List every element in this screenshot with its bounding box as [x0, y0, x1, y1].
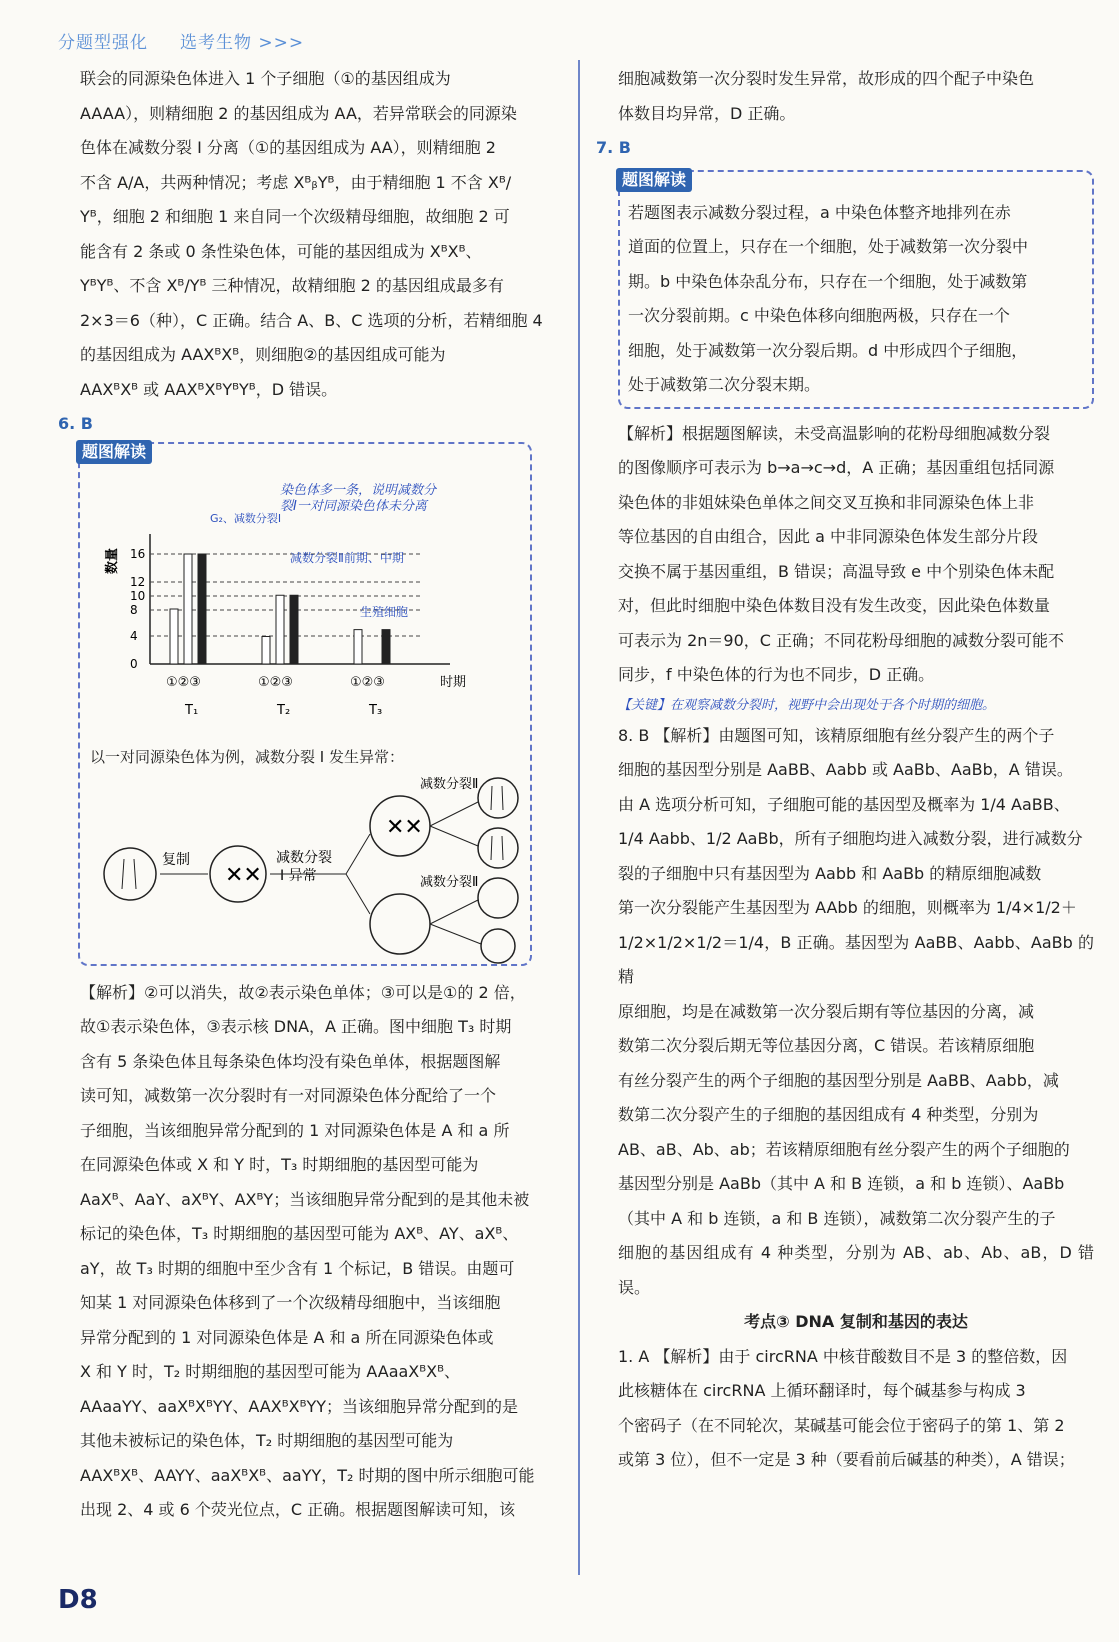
- chart-bar: [354, 629, 362, 663]
- left-para-2-line: 故①表示染色体，③表示核 DNA，A 正确。图中细胞 T₃ 时期: [80, 1017, 512, 1036]
- header-right: 选考生物 >>>: [180, 33, 305, 53]
- chart-bar: [184, 554, 192, 664]
- chart-bar: [262, 636, 270, 664]
- left-para-2-line: 出现 2、4 或 6 个荧光位点，C 正确。根据题图解读可知，该: [80, 1500, 516, 1519]
- question-8-line: AB、aB、Ab、ab；若该精原细胞有丝分裂产生的两个子细胞的: [618, 1139, 1070, 1159]
- question-8-line: 1/4 Aabb、1/2 AaBb，所有子细胞均进入减数分裂，进行减数分: [618, 829, 1083, 848]
- left-column: [58, 62, 566, 1528]
- question-8-line: 细胞的基因组成有 4 种类型，分别为 AB、ab、Ab、aB，D 错误。: [618, 1243, 1094, 1297]
- chart-bar: [276, 595, 284, 664]
- chart-bar: [382, 629, 390, 663]
- right-para-2-line: 【解析】根据题图解读，未受高温影响的花粉母细胞减数分裂: [618, 423, 1051, 443]
- figure-box-7: [618, 170, 1094, 409]
- left-para-1-line: 2×3＝6（种），C 正确。结合 A、B、C 选项的分析，若精细胞 4: [80, 310, 543, 330]
- question-6-number: 6. B: [58, 414, 93, 433]
- right-column: [596, 62, 1094, 1478]
- left-para-2-line: X 和 Y 时，T₂ 时期细胞的基因型可能为 AAaaXᴮXᴮ、: [80, 1362, 461, 1381]
- left-para-2-line: 其他未被标记的染色体，T₂ 时期细胞的基因型可能为: [80, 1431, 454, 1450]
- left-para-2-line: 含有 5 条染色体且每条染色体均没有染色单体，根据题图解: [80, 1051, 501, 1071]
- left-para-1-line: Yᴮ，细胞 2 和细胞 1 来自同一个次级精母细胞，故细胞 2 可: [80, 207, 510, 226]
- chart-tick-label: 0: [130, 656, 138, 671]
- diagram-copy-label: 复制: [162, 851, 190, 868]
- chart-tick-label: 12: [130, 574, 146, 589]
- chart-group-label: ①②③: [258, 674, 293, 690]
- box-7-line: 细胞，处于减数第一次分裂后期。d 中形成四个子细胞，: [628, 340, 1028, 360]
- chart-period-label: T₁: [185, 702, 199, 718]
- svg-text:减数分裂Ⅱ前期、中期: 减数分裂Ⅱ前期、中期: [290, 550, 404, 565]
- page-header: [58, 28, 304, 53]
- chart-tick-label: 10: [130, 588, 146, 603]
- chart-period-label: T₃: [369, 702, 383, 718]
- left-para-2-line: 知某 1 对同源染色体移到了一个次级精母细胞中，当该细胞: [80, 1293, 501, 1312]
- box-tag: 题图解读: [76, 440, 152, 464]
- question-1-line: 此核糖体在 circRNA 上循环翻译时，每个碱基参与构成 3: [618, 1381, 1026, 1400]
- question-8-line: （其中 A 和 b 连锁，a 和 B 连锁），减数第二次分裂产生的子: [618, 1208, 1056, 1228]
- svg-text:减数分裂Ⅱ: 减数分裂Ⅱ: [420, 874, 479, 890]
- right-para-2-line: 染色体的非姐妹染色单体之间交叉互换和非同源染色体上非: [618, 492, 1035, 512]
- right-para-2-line: 交换不属于基因重组，B 错误；高温导致 e 中个别染色体未配: [618, 561, 1055, 581]
- svg-text:减数分裂: 减数分裂: [276, 849, 332, 866]
- left-para-2-line: AAXᴮXᴮ、AAYY、aaXᴮXᴮ、aaYY，T₂ 时期的图中所示细胞可能: [80, 1465, 535, 1485]
- question-8-line: 数第二次分裂后期无等位基因分离，C 错误。若该精原细胞: [618, 1036, 1035, 1055]
- box-7-line: 一次分裂前期。c 中染色体移向细胞两极，只存在一个: [628, 306, 1010, 325]
- chart-bar: [198, 554, 206, 664]
- question-1-line: 个密码子（在不同轮次，某碱基可能会位于密码子的第 1、第 2: [618, 1415, 1065, 1435]
- box-7-line: 道面的位置上，只存在一个细胞，处于减数第一次分裂中: [628, 237, 1029, 256]
- page-number: D8: [58, 1585, 98, 1615]
- chart-group-label: ①②③: [350, 674, 385, 690]
- left-para-1-line: 的基因组成为 AAXᴮXᴮ，则细胞②的基因组成可能为: [80, 345, 446, 364]
- bar-chart: [90, 474, 530, 774]
- box-7-line: 期。b 中染色体杂乱分布，只存在一个细胞，处于减数第: [628, 271, 1028, 291]
- right-para-2: [618, 417, 1094, 693]
- svg-text:染色体多一条，说明减数分: 染色体多一条，说明减数分: [280, 482, 437, 498]
- left-para-1-line: YᴮYᴮ、不含 Xᴮ/Yᴮ 三种情况，故精细胞 2 的基因组成最多有: [80, 276, 504, 295]
- question-1: [618, 1340, 1094, 1478]
- chart-tick-label: 8: [130, 602, 138, 617]
- column-divider: [578, 60, 580, 1575]
- chart-ylabel: 数量: [105, 547, 120, 574]
- left-para-2-line: 异常分配到的 1 对同源染色体是 A 和 a 所在同源染色体或: [80, 1327, 494, 1347]
- svg-text:G₂、减数分裂Ⅰ: G₂、减数分裂Ⅰ: [210, 511, 282, 525]
- svg-text:裂Ⅰ一对同源染色体未分离: 裂Ⅰ一对同源染色体未分离: [280, 498, 427, 514]
- box-7-text: [628, 196, 1084, 403]
- left-para-2: [80, 976, 566, 1528]
- right-para-2-line: 同步，f 中染色体的行为也不同步，D 正确。: [618, 665, 935, 684]
- left-para-2-line: AaXᴮ、AaY、aXᴮY、AXᴮY；当该细胞异常分配到的是其他未被: [80, 1189, 530, 1209]
- chart-bar: [290, 595, 298, 664]
- question-1-line: 或第 3 位），但不一定是 3 种（要看前后碱基的种类），A 错误；: [618, 1450, 1075, 1469]
- svg-text:减数分裂Ⅱ: 减数分裂Ⅱ: [420, 776, 479, 792]
- right-para-2-line: 可表示为 2n＝90，C 正确；不同花粉母细胞的减数分裂可能不: [618, 630, 1065, 650]
- question-8: [618, 719, 1094, 1306]
- left-para-1-line: 能含有 2 条或 0 条性染色体，可能的基因组成为 XᴮXᴮ、: [80, 241, 482, 261]
- question-1-line: 1. A 【解析】由于 circRNA 中核苷酸数目不是 3 的整倍数，因: [618, 1346, 1068, 1366]
- hand-note: 【关键】在观察减数分裂时，视野中会出现处于各个时期的细胞。: [618, 697, 996, 713]
- left-para-2-line: 子细胞，当该细胞异常分配到的 1 对同源染色体是 A 和 a 所: [80, 1120, 510, 1140]
- chart-tick-label: 4: [130, 628, 138, 643]
- left-para-1-line: 不含 A/A，共两种情况；考虑 XᴮᵦYᴮ，由于精细胞 1 不含 Xᴮ/: [80, 172, 512, 192]
- left-para-2-line: 【解析】②可以消失，故②表示染色单体；③可以是①的 2 倍，: [80, 982, 526, 1002]
- chart-tick-label: 16: [130, 546, 146, 561]
- right-para-1: [618, 62, 1094, 131]
- question-8-line: 有丝分裂产生的两个子细胞的基因型分别是 AaBB、Aabb，减: [618, 1070, 1059, 1090]
- right-para-2-line: 对，但此时细胞中染色体数目没有发生改变，因此染色体数量: [618, 596, 1051, 615]
- right-para-1-line: 细胞减数第一次分裂时发生异常，故形成的四个配子中染色: [618, 69, 1035, 88]
- right-para-1-line: 体数目均异常，D 正确。: [618, 103, 796, 123]
- question-8-line: 由 A 选项分析可知，子细胞可能的基因型及概率为 1/4 AaBB、: [618, 794, 1070, 814]
- kaodian-heading: 考点③ DNA 复制和基因的表达: [744, 1312, 968, 1331]
- figure-box-6: [78, 442, 532, 966]
- left-para-2-line: AAaaYY、aaXᴮXᴮYY、AAXᴮXᴮYY；当该细胞异常分配到的是: [80, 1396, 519, 1416]
- chart-group-label: ①②③: [166, 674, 201, 690]
- question-8-line: 细胞的基因型分别是 AaBB、Aabb 或 AaBb、AaBb，A 错误。: [618, 760, 1073, 779]
- svg-text:✕✕: ✕✕: [386, 814, 423, 840]
- question-8-line: 8. B 【解析】由题图可知，该精原细胞有丝分裂产生的两个子: [618, 725, 1055, 745]
- left-para-1-line: AAXᴮXᴮ 或 AAXᴮXᴮYᴮYᴮ，D 错误。: [80, 379, 338, 399]
- chart-period-label: T₂: [277, 702, 291, 718]
- meiosis-diagram: [90, 774, 530, 964]
- box-tag-7: 题图解读: [616, 168, 692, 192]
- question-8-line: 1/2×1/2×1/2＝1/4，B 正确。基因型为 AaBB、Aabb、AaBb 的精: [618, 932, 1094, 986]
- question-8-line: 第一次分裂能产生基因型为 AAbb 的细胞，则概率为 1/4×1/2＋: [618, 898, 1077, 917]
- question-7-number: 7. B: [596, 138, 631, 157]
- chart-bar: [170, 609, 178, 664]
- question-8-line: 原细胞，均是在减数第一次分裂后期有等位基因的分离，减: [618, 1001, 1035, 1021]
- diagram-intro: 以一对同源染色体为例，减数分裂 Ⅰ 发生异常：: [90, 747, 404, 766]
- question-8-line: 裂的子细胞中只有基因型为 Aabb 和 AaBb 的精原细胞减数: [618, 863, 1042, 883]
- left-para-2-line: 标记的染色体，T₃ 时期细胞的基因型可能为 AXᴮ、AY、aXᴮ、: [80, 1224, 519, 1243]
- left-para-1-line: 联会的同源染色体进入 1 个子细胞（①的基因组成为: [80, 69, 451, 88]
- box-7-line: 若题图表示减数分裂过程，a 中染色体整齐地排列在赤: [628, 202, 1011, 222]
- svg-text:✕✕: ✕✕: [225, 862, 262, 888]
- left-para-2-line: 读可知，减数第一次分裂时有一对同源染色体分配给了一个: [80, 1086, 497, 1105]
- question-8-line: 数第二次分裂产生的子细胞的基因组成有 4 种类型，分别为: [618, 1105, 1039, 1124]
- left-para-1-line: 色体在减数分裂 Ⅰ 分离（①的基因组成为 AA），则精细胞 2: [80, 138, 496, 157]
- left-para-1-line: AAAA），则精细胞 2 的基因组成为 AA，若异常联会的同源染: [80, 103, 517, 123]
- right-para-2-line: 的图像顺序可表示为 b→a→c→d，A 正确；基因重组包括同源: [618, 458, 1055, 477]
- header-left: 分题型强化: [58, 33, 148, 53]
- chart-xlabel: 时期: [440, 674, 467, 690]
- right-para-2-line: 等位基因的自由组合，因此 a 中非同源染色体发生部分片段: [618, 527, 1038, 546]
- box-7-line: 处于减数第二次分裂末期。: [628, 375, 821, 394]
- svg-text:生殖细胞: 生殖细胞: [360, 604, 409, 619]
- left-para-1: [80, 62, 566, 407]
- svg-text:Ⅰ 异常: Ⅰ 异常: [280, 867, 317, 884]
- left-para-2-line: aY，故 T₃ 时期的细胞中至少含有 1 个标记，B 错误。由题可: [80, 1258, 515, 1278]
- left-para-2-line: 在同源染色体或 X 和 Y 时，T₃ 时期细胞的基因型可能为: [80, 1155, 479, 1174]
- question-8-line: 基因型分别是 AaBb（其中 A 和 B 连锁，a 和 b 连锁）、AaBb: [618, 1174, 1065, 1193]
